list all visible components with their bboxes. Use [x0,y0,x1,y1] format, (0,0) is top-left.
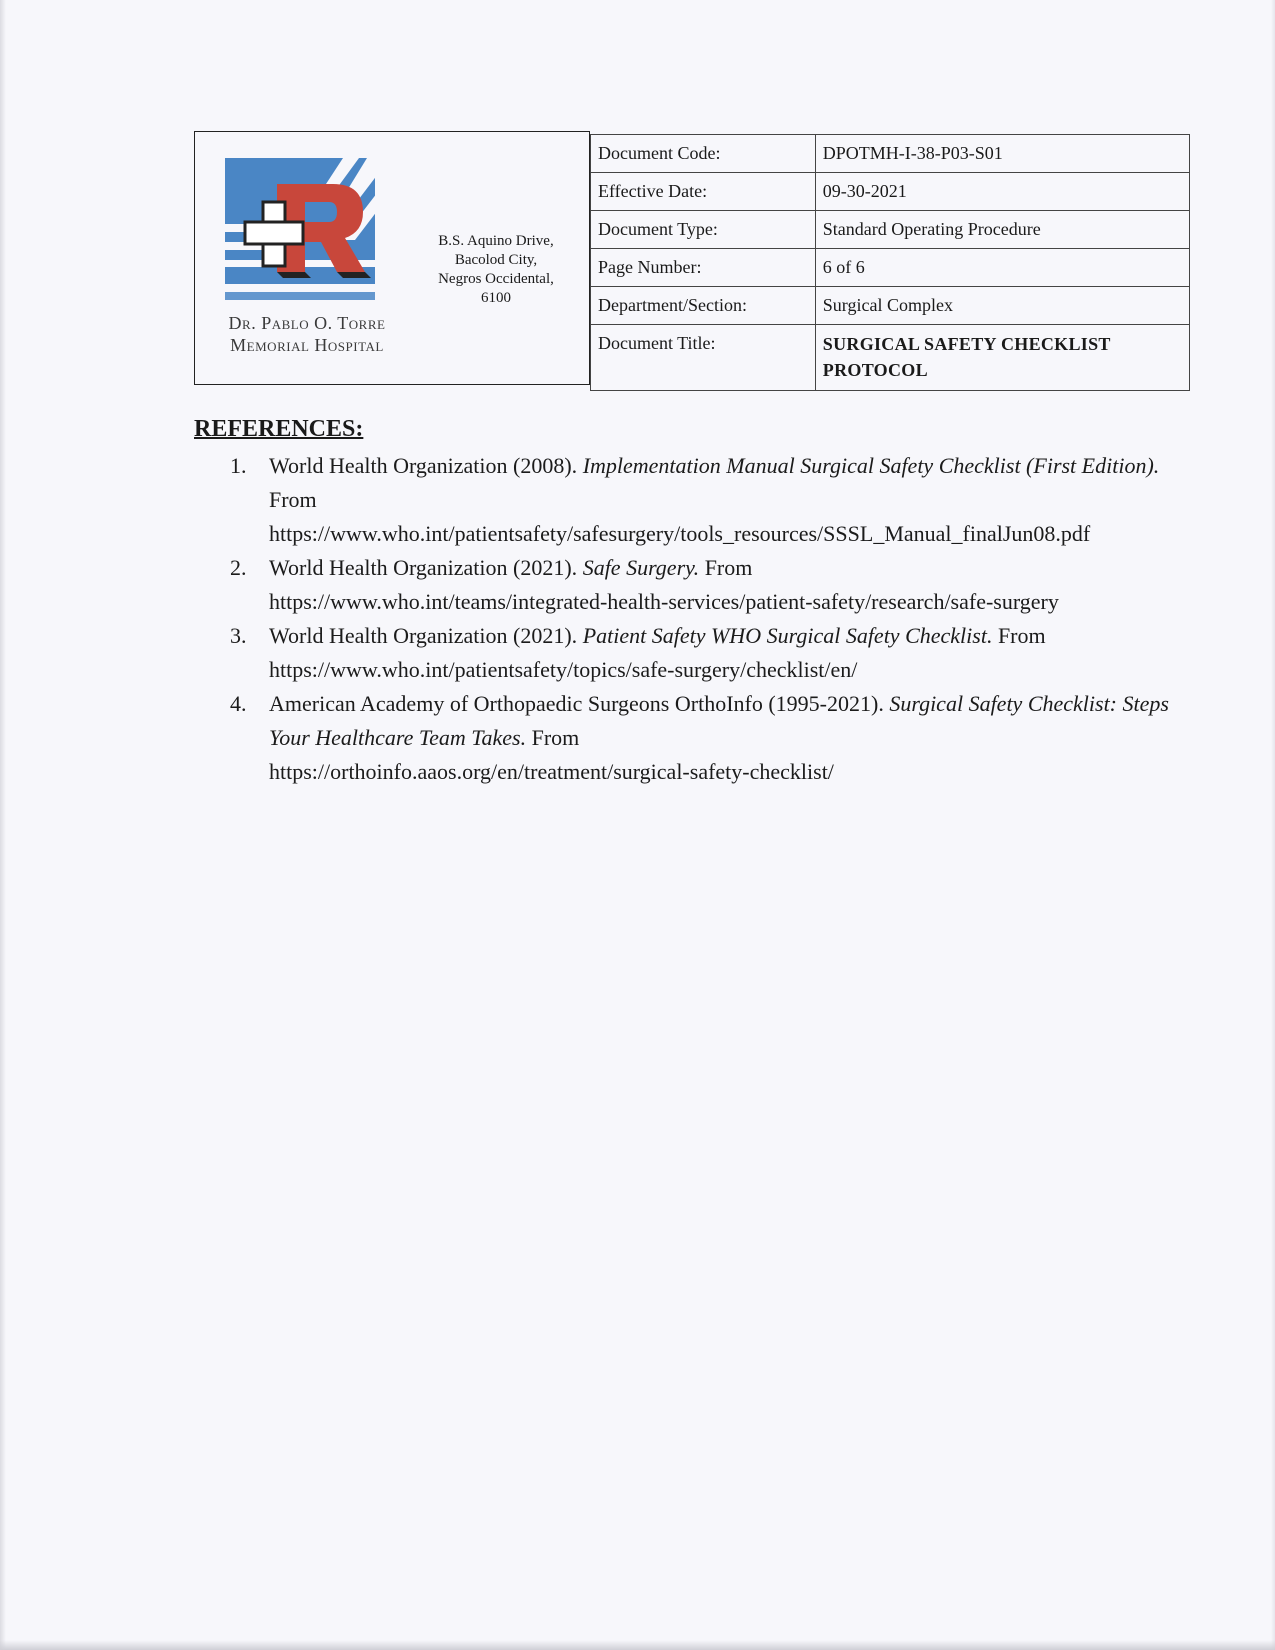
reference-number: 2. [230,555,247,580]
hospital-logo-box [194,131,590,385]
reference-url[interactable]: https://www.who.int/teams/integrated-health-services/patient-safety/research/safe-surgery [269,589,1059,614]
meta-label: Document Code: [591,135,816,173]
address-line: Negros Occidental, [438,271,554,287]
reference-item [194,551,1194,619]
hospital-name-line1: Dr. Pablo O. Torre [228,313,386,333]
references-heading: REFERENCES: [194,416,364,442]
meta-label: Page Number: [591,249,816,287]
document-meta-table [590,134,1190,391]
reference-author: World Health Organization (2021). [269,555,578,580]
meta-value-title: SURGICAL SAFETY CHECKLIST PROTOCOL [815,325,1189,391]
meta-row-effective-date [591,173,1190,211]
meta-label: Effective Date: [591,173,816,211]
meta-label: Department/Section: [591,287,816,325]
meta-row-document-code [591,135,1190,173]
meta-value: Standard Operating Procedure [815,211,1189,249]
reference-item [194,449,1194,551]
hospital-name-line2: Memorial Hospital [230,335,384,355]
reference-title: Safe Surgery. [582,555,700,580]
document-header [194,131,1194,390]
meta-row-document-title [591,325,1190,391]
reference-author: World Health Organization (2008). [269,453,578,478]
meta-value: 6 of 6 [815,249,1189,287]
meta-row-department [591,287,1190,325]
hospital-address [421,232,571,308]
address-line: Bacolod City, [454,252,538,268]
reference-from: From [704,555,753,580]
address-line: 6100 [481,290,511,306]
reference-item [194,619,1194,687]
references-list [194,449,1194,789]
meta-value: DPOTMH-I-38-P03-S01 [815,135,1189,173]
meta-label: Document Type: [591,211,816,249]
meta-row-document-type [591,211,1190,249]
meta-value: Surgical Complex [815,287,1189,325]
reference-author: American Academy of Orthopaedic Surgeons OrthoInfo (1995-2021). [269,691,884,716]
reference-url[interactable]: https://www.who.int/patientsafety/topics/safe-surgery/checklist/en/ [269,657,858,682]
reference-url[interactable]: https://orthoinfo.aaos.org/en/treatment/surgical-safety-checklist/ [269,759,834,784]
reference-author: World Health Organization (2021). [269,623,578,648]
reference-from: From [531,725,580,750]
reference-from: From [997,623,1046,648]
references-section [194,416,1194,789]
page-edge-right [1271,0,1275,1650]
reference-item [194,687,1194,789]
reference-number: 3. [230,623,247,648]
meta-value: 09-30-2021 [815,173,1189,211]
page-edge-bottom [0,1640,1275,1650]
page-edge-left [0,0,6,1650]
address-line: B.S. Aquino Drive, [438,233,554,249]
meta-row-page-number [591,249,1190,287]
reference-from: From [269,487,317,512]
reference-title: Surgical Safety Checklist: Steps Your Healthcare Team Takes. [269,691,1169,750]
hospital-logo-icon [225,158,387,304]
reference-title: Implementation Manual Surgical Safety Checklist (First Edition). [582,453,1160,478]
hospital-name [207,312,407,356]
reference-title: Patient Safety WHO Surgical Safety Checklist. [582,623,993,648]
reference-url[interactable]: https://www.who.int/patientsafety/safesurgery/tools_resources/SSSL_Manual_finalJun08.pdf [269,521,1091,546]
meta-label: Document Title: [591,325,816,391]
reference-number: 4. [230,691,247,716]
reference-number: 1. [230,453,247,478]
